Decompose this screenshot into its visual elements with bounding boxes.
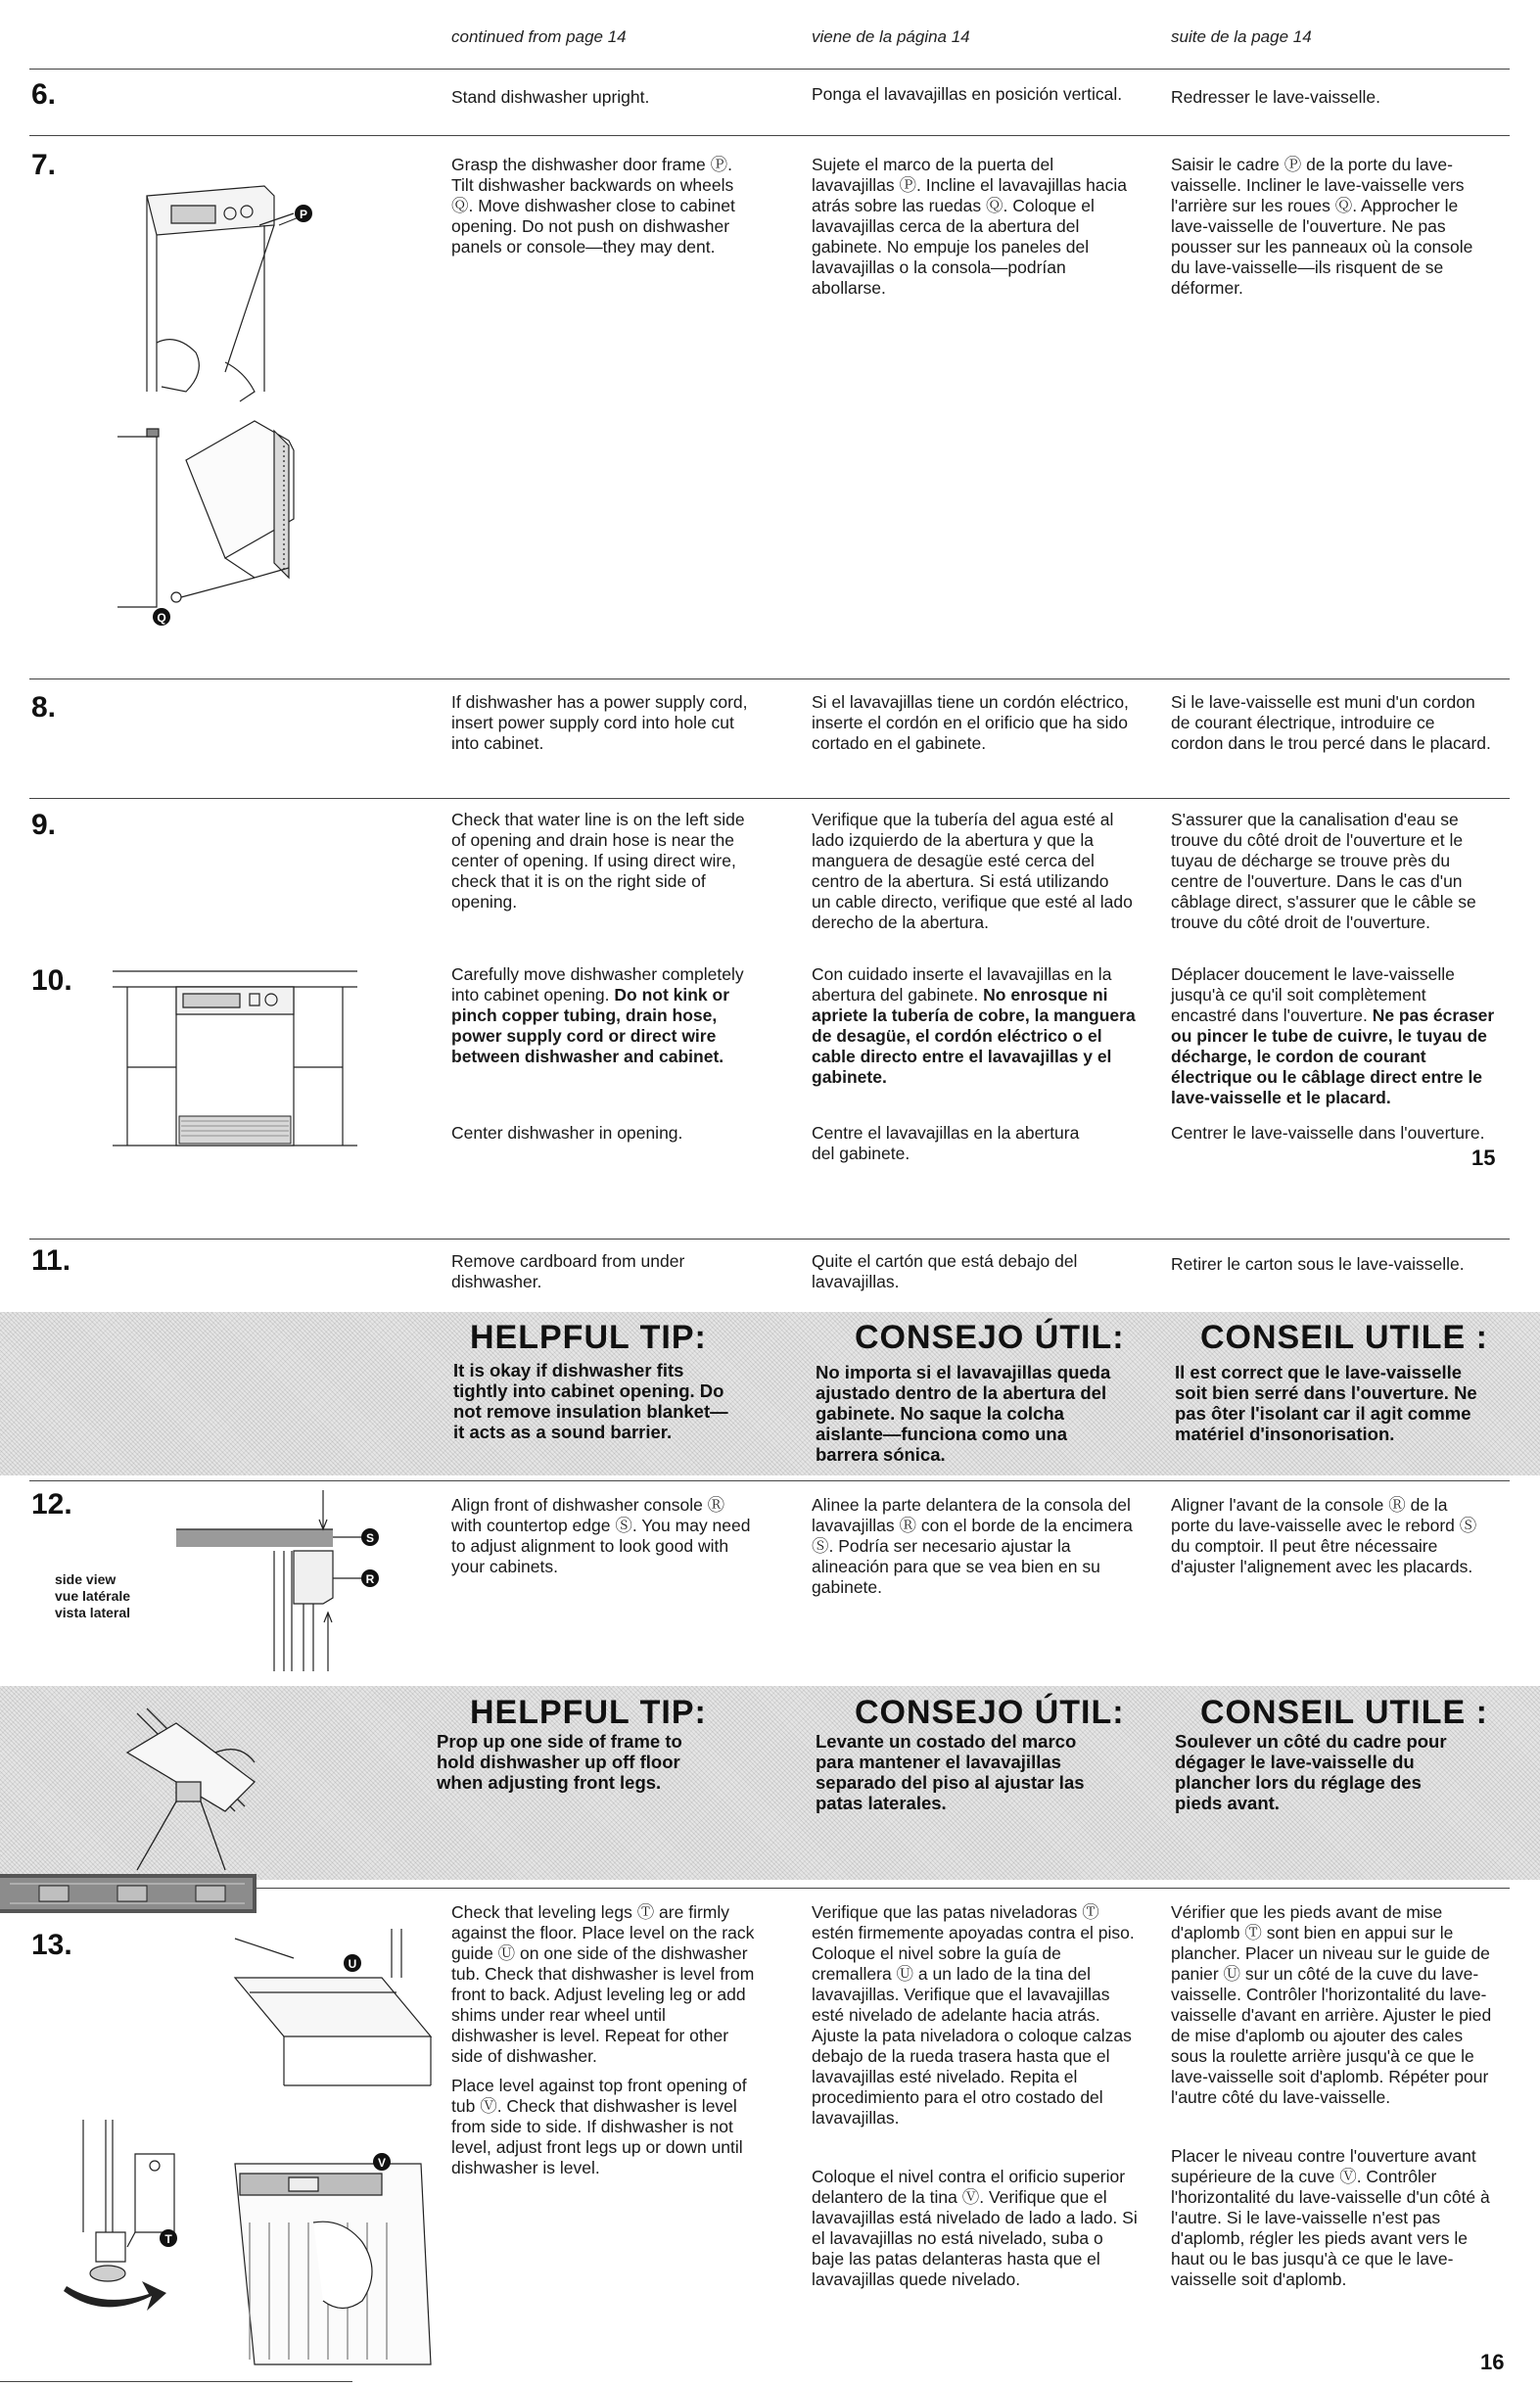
step-13-text-es-a: Verifique que las patas niveladoras Ⓣ estén firmemente apoyadas contra el piso. Coloque el nivel sobre la guía de cremallera Ⓤ a un lado de la tina del lavavajillas. Verifique que el lavavajillas esté nivelado de adelante hacia atrás. Ajuste la pata niveladora o coloque calzas debajo de la rueda trasera hasta que el lavavajillas esté nivelado. Repita el procedimiento para el otro costado del lavavajillas.	[812, 1902, 1135, 2128]
tip-1-title-fr: CONSEIL UTILE :	[1200, 1319, 1488, 1356]
step-8-text-en: If dishwasher has a power supply cord, insert power supply cord into hole cut into cabinet.	[451, 692, 748, 753]
tip-1-text-fr: Il est correct que le lave-vaisselle soit bien serré dans l'ouverture. Ne pas ôter l'isolant car il agit comme matériel d'insonorisation.	[1175, 1362, 1477, 1444]
callout-t	[160, 2229, 177, 2247]
step-number: 6.	[31, 78, 57, 111]
step-10-center-es: Centre el lavavajillas en la abertura del gabinete.	[812, 1123, 1080, 1163]
step-9-text-en: Check that water line is on the left side of opening and drain hose is near the center of opening. If using direct wire, check that it is on the right side of opening.	[451, 810, 745, 912]
dishwasher-in-cabinet-illustration	[113, 969, 357, 1150]
tip-1-text-en: It is okay if dishwasher fits tightly into cabinet opening. Do not remove insulation blanket— it acts as a sound barrier.	[453, 1360, 728, 1442]
callout-v-label: V	[377, 2156, 387, 2170]
step-6-text-en: Stand dishwasher upright.	[451, 87, 650, 107]
step-number: 9.	[31, 809, 57, 841]
dishwasher-tilt-illustration	[117, 166, 323, 656]
step-number: 10.	[31, 964, 72, 997]
callout-r	[361, 1569, 379, 1587]
console-alignment-illustration	[176, 1490, 392, 1671]
step-10-warning-en: Do not kink or pinch copper tubing, drain hose, power supply cord or direct wire between dishwasher and cabinet.	[451, 985, 730, 1066]
step-11-text-fr: Retirer le carton sous le lave-vaisselle.	[1171, 1254, 1465, 1274]
step-number: 8.	[31, 691, 57, 724]
page-number-prev: 15	[1471, 1146, 1496, 1170]
step-10-text-fr-a: Déplacer doucement le lave-vaisselle jusqu'à ce qu'il soit complètement encastré dans l'ouverture.	[1171, 964, 1455, 1025]
step-13-text-es-b: Coloque el nivel contra el orificio superior delantero de la tina Ⓥ. Verifique que el lavavajillas está nivelado de lado a lado. Si el lavavajillas no está nivelado, suba o baje las patas delanteras hasta que el lavavajillas quede nivelado.	[812, 2167, 1138, 2289]
step-13-text-en-b: Place level against top front opening of tub Ⓥ. Check that dishwasher is level from side to side. If dishwasher is not level, adjust front legs up or down until dishwasher is level.	[451, 2076, 747, 2177]
step-number: 13.	[31, 1929, 72, 1961]
step-11-text-en: Remove cardboard from under dishwasher.	[451, 1251, 685, 1291]
step-12-text-es: Alinee la parte delantera de la consola del lavavajillas Ⓡ con el borde de la encimera Ⓢ. Podría ser necesario ajustar la alineación para que se vea bien en su gabinete.	[812, 1495, 1133, 1597]
step-10-warning-fr: Ne pas écraser ou pincer le tube de cuivre, le tuyau de décharge, le cordon de courant électrique ou le câblage direct entre le lave-vaisselle et le placard.	[1171, 1006, 1495, 1107]
step-13-text-fr-a: Vérifier que les pieds avant de mise d'aplomb Ⓣ sont bien en appui sur le plancher. Placer un niveau sur le guide de panier Ⓤ sur un côté de la cuve du lave- vaisselle. Contrôler l'horizontalité du lave- vaisselle d'avant en arrière. Ajuster le pied de mise d'aplomb ou ajouter des cales sous la roulette arrière jusqu'à ce que le lave-vaisselle soit d'aplomb. Répéter pour l'autre côté du lave-vaisselle.	[1171, 1902, 1492, 2107]
step-10-text-es-a: Con cuidado inserte el lavavajillas en la abertura del gabinete.	[812, 964, 1112, 1005]
leveling-legs-illustration	[59, 1909, 441, 2364]
step-number: 12.	[31, 1488, 72, 1520]
divider	[29, 1480, 1510, 1481]
step-7-text-fr: Saisir le cadre Ⓟ de la porte du lave- vaisselle. Incliner le lave-vaisselle vers l'arrière sur les roues Ⓠ. Approcher le lave-vaisselle de l'ouverture. Ne pas pousser sur les panneaux où la console du lave-vaisselle—ils risquent de se déformer.	[1171, 155, 1473, 298]
callout-p-label: P	[299, 208, 308, 221]
step-11-text-es: Quite el cartón que está debajo del lavavajillas.	[812, 1251, 1078, 1291]
step-10-text-fr	[1171, 964, 1504, 1108]
callout-t-label: T	[164, 2232, 172, 2246]
callout-q	[153, 608, 170, 626]
step-10-warning-es: No enrosque ni apriete la tubería de cobre, la manguera de desagüe, el cordón eléctrico o el cable directo entre el lavavajillas y el gabinete.	[812, 985, 1136, 1087]
frame-prop-illustration	[117, 1694, 274, 1875]
header-continued-es: viene de la página 14	[812, 27, 970, 46]
step-7-text-en: Grasp the dishwasher door frame Ⓟ. Tilt dishwasher backwards on wheels Ⓠ. Move dishwasher close to cabinet opening. Do not push on dishwasher panels or console—they may dent.	[451, 155, 735, 257]
callout-q-label: Q	[157, 611, 166, 625]
callout-v	[373, 2153, 391, 2171]
header-continued-fr: suite de la page 14	[1171, 27, 1312, 46]
callout-p	[279, 205, 312, 225]
callout-u-label: U	[348, 1957, 357, 1971]
step-6-text-fr: Redresser le lave-vaisselle.	[1171, 87, 1380, 107]
side-view-label: side view vue latérale vista lateral	[55, 1571, 131, 1620]
tip-2-text-en: Prop up one side of frame to hold dishwasher up off floor when adjusting front legs.	[437, 1731, 682, 1793]
header-continued-en: continued from page 14	[451, 27, 627, 46]
step-number: 11.	[31, 1244, 71, 1277]
step-10-text-en	[451, 964, 784, 1067]
step-9-text-es: Verifique que la tubería del agua esté al lado izquierdo de la abertura y que la manguera de desagüe esté cerca del centro de la abertura. Si está utilizando un cable directo, verifique que esté al lado derecho de la abertura.	[812, 810, 1133, 932]
footer-rule	[0, 2381, 352, 2382]
step-8-text-es: Si el lavavajillas tiene un cordón eléctrico, inserte el cordón en el orificio que ha sido cortado en el gabinete.	[812, 692, 1129, 753]
tip-2-text-es: Levante un costado del marco para mantener el lavavajillas separado del piso al ajustar las patas laterales.	[816, 1731, 1085, 1813]
step-10-text-es	[812, 964, 1144, 1088]
tip-2-title-en: HELPFUL TIP:	[470, 1694, 707, 1731]
step-12-text-en: Align front of dishwasher console Ⓡ with countertop edge Ⓢ. You may need to adjust alignment to look good with your cabinets.	[451, 1495, 751, 1576]
page-number: 16	[1480, 2350, 1505, 2374]
step-8-text-fr: Si le lave-vaisselle est muni d'un cordon de courant électrique, introduire ce cordon dans le trou percé dans le placard.	[1171, 692, 1491, 753]
tip-2-title-fr: CONSEIL UTILE :	[1200, 1694, 1488, 1731]
step-10-center-fr: Centrer le lave-vaisselle dans l'ouverture.	[1171, 1123, 1485, 1143]
step-10-text-en-a: Carefully move dishwasher completely into cabinet opening.	[451, 964, 744, 1005]
tip-1-text-es: No importa si el lavavajillas queda ajustado dentro de la abertura del gabinete. No saque la colcha aislante—funciona como una barrera sónica.	[816, 1362, 1111, 1465]
tip-2-title-es: CONSEJO ÚTIL:	[855, 1694, 1125, 1731]
divider	[29, 135, 1510, 136]
step-6-text-es: Ponga el lavavajillas en posición vertical.	[812, 84, 1123, 104]
step-13-text-en-a: Check that leveling legs Ⓣ are firmly against the floor. Place level on the rack guide Ⓤ on one side of the dishwasher tub. Check that dishwasher is level from front to back. Adjust leveling leg or add shims under rear wheel until dishwasher is level. Repeat for other side of dishwasher.	[451, 1902, 755, 2066]
step-12-text-fr: Aligner l'avant de la console Ⓡ de la porte du lave-vaisselle avec le rebord Ⓢ du comptoir. Il peut être nécessaire d'ajuster l'alignement avec les placards.	[1171, 1495, 1477, 1576]
step-10-center-en: Center dishwasher in opening.	[451, 1123, 683, 1143]
step-13-text-fr-b: Placer le niveau contre l'ouverture avant supérieure de la cuve Ⓥ. Contrôler l'horizontalité du lave-vaisselle d'un côté à l'autre. Si le lave-vaisselle n'est pas d'aplomb, régler les pieds avant vers le haut ou le bas jusqu'à ce que le lave- vaisselle soit d'aplomb.	[1171, 2146, 1490, 2289]
callout-u	[344, 1954, 361, 1972]
tip-1-title-es: CONSEJO ÚTIL:	[855, 1319, 1125, 1356]
divider	[29, 69, 1510, 70]
tip-1-title-en: HELPFUL TIP:	[470, 1319, 707, 1356]
step-7-text-es: Sujete el marco de la puerta del lavavajillas Ⓟ. Incline el lavavajillas hacia atrás sobre las ruedas Ⓠ. Coloque el lavavajillas cerca de la abertura del gabinete. No empuje los paneles del lavavajillas o la consola—podrían abollarse.	[812, 155, 1127, 298]
divider	[29, 1239, 1510, 1240]
callout-r-label: R	[365, 1572, 375, 1586]
step-number: 7.	[31, 149, 57, 181]
divider	[29, 678, 1510, 679]
step-9-text-fr: S'assurer que la canalisation d'eau se trouve du côté droit de l'ouverture et le tuyau de décharge se trouve près du centre de l'ouverture. Dans le cas d'un câblage direct, s'assurer que le câble se trouve du côté droit de l'ouverture.	[1171, 810, 1476, 932]
tip-2-text-fr: Soulever un côté du cadre pour dégager le lave-vaisselle du plancher lors du réglage des pieds avant.	[1175, 1731, 1447, 1813]
divider	[29, 798, 1510, 799]
callout-s	[361, 1528, 379, 1546]
callout-s-label: S	[365, 1531, 375, 1545]
